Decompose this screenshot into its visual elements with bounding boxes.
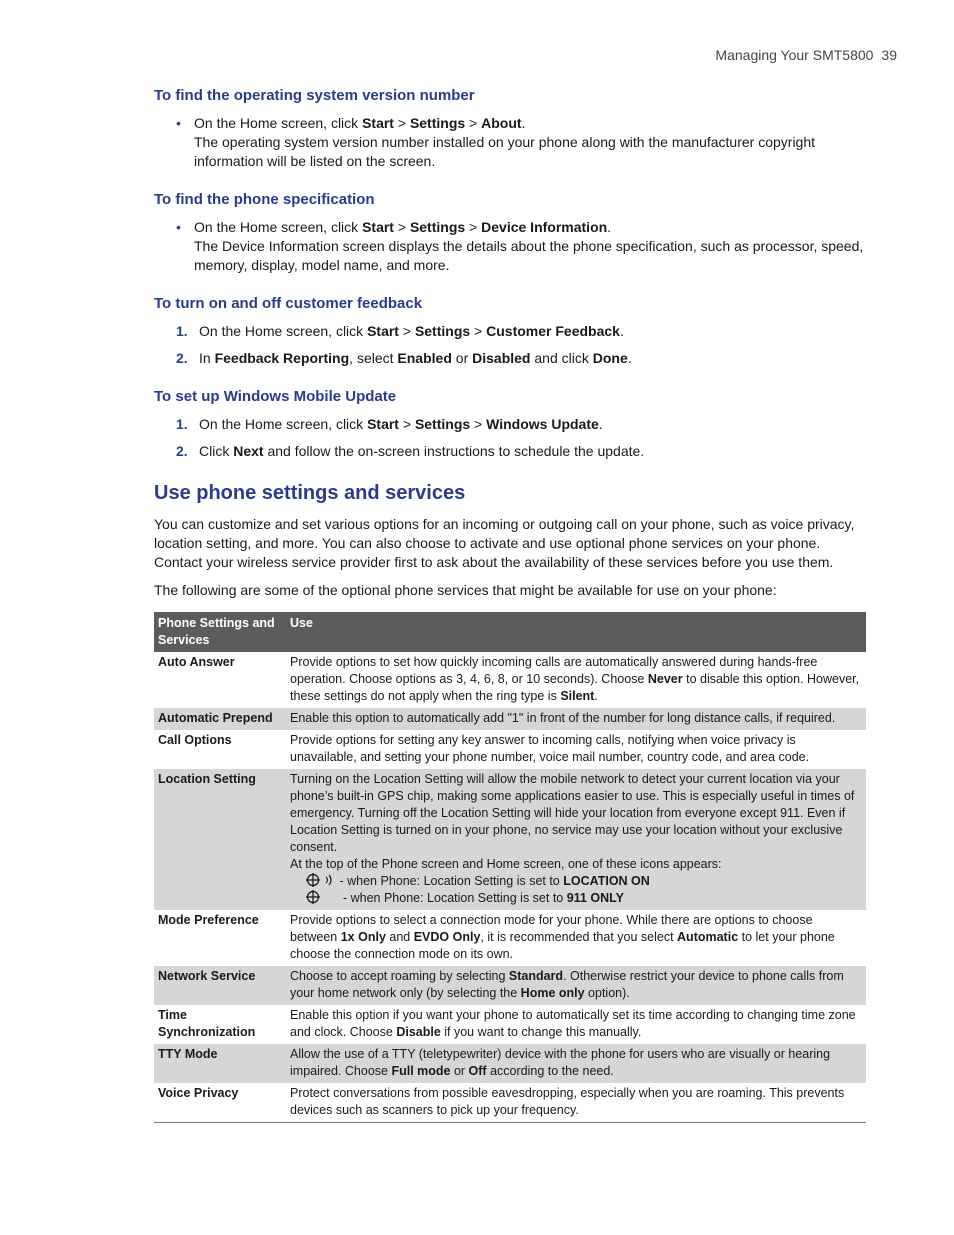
location-on-line: - when Phone: Location Setting is set to LOCATION ON: [290, 873, 862, 890]
phone-spec-note: The Device Information screen displays the details about the phone specification, such as processor, speed, memory, display, model name, and more.: [194, 238, 864, 273]
table-row: Call Options Provide options for setting any key answer to incoming calls, notifying when voice privacy is unavailable, and setting your phone number, voice mail number, country code, and area code.: [158, 733, 810, 764]
page-header: [715, 47, 897, 63]
os-version-step: • On the Home screen, click Start > Settings > About. The operating system version number installed on your phone along with the manufacturer copyright information will be listed on the screen.: [176, 115, 816, 169]
signal-waves-icon: [324, 873, 336, 887]
header-use: Use: [286, 612, 866, 652]
table-row: Voice Privacy Protect conversations from possible eavesdropping, especially when you are roaming. This prevents devices such as scanners to pick up your frequency.: [154, 1083, 866, 1123]
phone-spec-title: To find the phone specification: [154, 191, 375, 208]
wm-update-step-2: 2. Click Next and follow the on-screen instructions to schedule the update.: [176, 443, 645, 459]
section-title: Use phone settings and services: [154, 482, 466, 504]
location-crosshair-icon: [306, 890, 322, 904]
location-911-line: - when Phone: Location Setting is set to 911 ONLY: [290, 890, 862, 907]
section-lead-in: The following are some of the optional phone services that might be available for use on your phone:: [154, 582, 777, 598]
bullet-icon: •: [176, 115, 181, 131]
feedback-title: To turn on and off customer feedback: [154, 295, 423, 312]
feedback-step-1: 1. On the Home screen, click Start > Settings > Customer Feedback.: [176, 323, 624, 339]
page-content: [154, 86, 866, 1123]
table-row: Location Setting Turning on the Location Setting will allow the mobile network to detect your current location via your phone’s built-in GPS chip, making some applications easier to use. This is especially useful in times of emergency. Turning off the Location Setting will hide your location from everyone except 911. Even if Location Setting is turned on in your phone, no service may use your location without your exclusive consent. At the top of the Phone screen and Home screen, one of these icons appears: - when Phone: Location Setting is set to LOCATION ON - when Phone: Location Setting is set to 911 ONLY: [154, 769, 866, 910]
phone-spec-procedure: [154, 190, 866, 275]
table-row: Mode Preference Provide options to select a connection mode for your phone. While there are options to choose between 1x Only and EVDO Only, it is recommended that you select Automatic to let your phone choose the connection mode on its own.: [158, 913, 835, 961]
page-number: 39: [881, 47, 897, 63]
feedback-step-2: 2. In Feedback Reporting, select Enabled or Disabled and click Done.: [176, 350, 632, 366]
header-name: Phone Settings and Services: [154, 612, 286, 652]
location-crosshair-icon: [306, 873, 322, 887]
wm-update-title: To set up Windows Mobile Update: [154, 388, 397, 405]
table-row: Automatic Prepend Enable this option to automatically add "1" in front of the number for long distance calls, if required.: [154, 708, 866, 730]
table-row: TTY Mode Allow the use of a TTY (teletypewriter) device with the phone for users who are visually or hearing impaired. Choose Full mode or Off according to the need.: [154, 1044, 866, 1083]
table-row: Network Service Choose to accept roaming by selecting Standard. Otherwise restrict your device to phone calls from your home network only (by selecting the Home only option).: [154, 966, 866, 1005]
phone-services-table: [154, 612, 866, 1123]
bullet-icon: •: [176, 219, 181, 235]
phone-spec-step: • On the Home screen, click Start > Settings > Device Information. The Device Information screen displays the details about the phone specification, such as processor, speed, memory, display, model name, and more.: [176, 219, 864, 273]
table-row: Auto Answer Provide options to set how quickly incoming calls are automatically answered during hands-free operation. Choose options as 3, 4, 6, 8, or 10 seconds). Choose Never to disable this option. However, these settings do not apply when the ring type is Silent.: [158, 655, 860, 703]
os-version-procedure: [154, 86, 866, 171]
section-intro: You can customize and set various options for an incoming or outgoing call on your phone, such as voice privacy, location setting, and more. You can also choose to activate and use optional phone services on your phone. Contact your wireless service provider first to ask about the availability of these services before you use them.: [154, 516, 855, 570]
book-title: Managing Your SMT5800: [715, 47, 874, 63]
wm-update-step-1: 1. On the Home screen, click Start > Settings > Windows Update.: [176, 416, 603, 432]
feedback-procedure: [154, 294, 866, 368]
table-row: Time Synchronization Enable this option if you want your phone to automatically set its time according to changing time zone and clock. Choose Disable if you want to change this manually.: [158, 1008, 856, 1039]
wm-update-procedure: [154, 387, 866, 461]
os-version-note: The operating system version number installed on your phone along with the manufacturer copyright information will be listed on the screen.: [194, 134, 816, 169]
table-header-row: [154, 612, 866, 652]
os-version-title: To find the operating system version number: [154, 87, 475, 104]
